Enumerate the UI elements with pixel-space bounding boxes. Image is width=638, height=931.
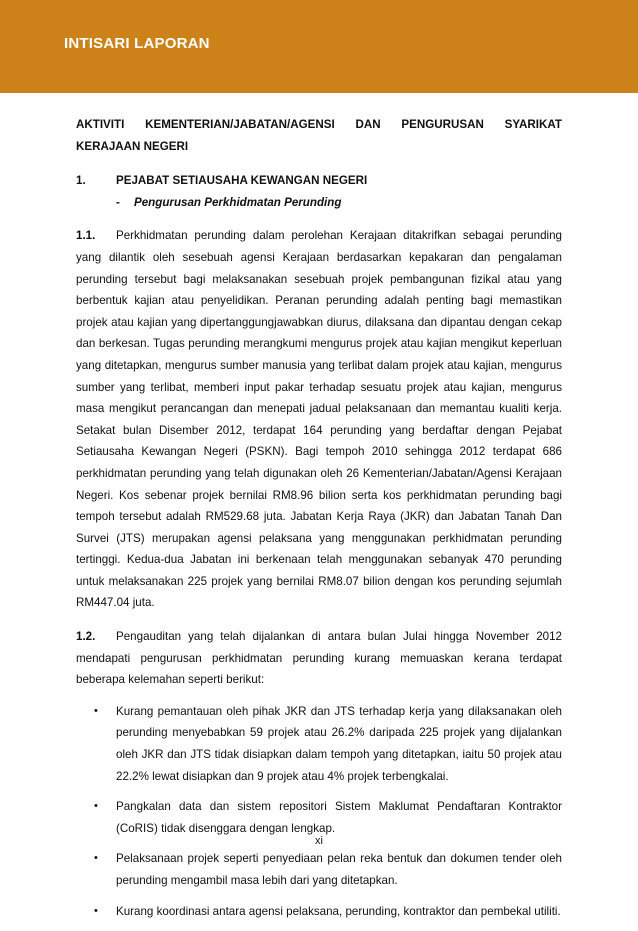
bullet-icon: • bbox=[94, 704, 98, 717]
paragraph-number: 1.2. bbox=[76, 630, 96, 644]
section-subtitle-row bbox=[76, 192, 562, 214]
paragraph-1-2 bbox=[76, 626, 562, 691]
section-number: 1. bbox=[76, 174, 86, 188]
heading-word: DAN bbox=[355, 118, 381, 131]
paragraph-1-1 bbox=[76, 225, 562, 614]
paragraph-text: Perkhidmatan perunding dalam perolehan Kerajaan ditakrifkan sebagai perunding yang dilantik oleh sesebuah agensi Kerajaan berdasarkan kepakaran dan pengalaman perunding tersebut bagi melaksanakan sesebuah projek pembangunan fizikal atau yang berbentuk kajian atau penyelidikan. Peranan perunding adalah penting bagi memastikan projek atau kajian yang dipertanggungjawabkan diurus, dilaksana dan dipantau dengan cekap dan berkesan. Tugas perunding merangkumi mengurus projek atau kajian mengikut keperluan yang ditetapkan, mengurus sumber manusia yang terlibat dalam projek atau kajian, mengurus sumber yang terlibat, memberi input pakar terhadap sesuatu projek atau kajian, mengurus masa mengikut perancangan dan menepati jadual pelaksanaan dan memantau kualiti kerja. Setakat bulan Disember 2012, terdapat 164 perunding yang berdaftar dengan Pejabat Setiausaha Kewangan Negeri (PSKN). Bagi tempoh 2010 sehingga 2012 terdapat 686 perkhidmatan perunding yang telah digunakan oleh 26 Kementerian/Jabatan/Agensi Kerajaan Negeri. Kos sebenar projek bernilai RM8.96 bilion serta kos perkhidmatan perunding bagi tempoh tersebut adalah RM529.68 juta. Jabatan Kerja Raya (JKR) dan Jabatan Tanah Dan Survei (JTS) merupakan agensi pelaksana yang menggunakan perkhidmatan perunding tertinggi. Kedua-dua Jabatan ini berkenaan telah menggunakan sebanyak 470 perunding untuk melaksanakan 225 projek yang bernilai RM8.07 bilion dengan kos perunding sejumlah RM447.04 juta. bbox=[76, 229, 562, 610]
section-subtitle: Pengurusan Perkhidmatan Perunding bbox=[134, 195, 342, 209]
page-number: xi bbox=[315, 835, 323, 847]
subtitle-dash: - bbox=[116, 195, 120, 209]
paragraph-number: 1.1. bbox=[76, 229, 96, 243]
bullet-icon: • bbox=[94, 800, 98, 813]
bullet-icon: • bbox=[94, 852, 98, 865]
list-item-text: Pangkalan data dan sistem repositori Sistem Maklumat Pendaftaran Kontraktor (CoRIS) tidak disenggara dengan lengkap. bbox=[116, 800, 562, 835]
header-banner bbox=[0, 0, 638, 93]
heading-word: SYARIKAT bbox=[504, 118, 562, 131]
section-title: PEJABAT SETIAUSAHA KEWANGAN NEGERI bbox=[116, 174, 368, 188]
list-item-text: Kurang koordinasi antara agensi pelaksana, perunding, kontraktor dan pembekal utiliti. bbox=[116, 904, 561, 918]
heading-word: KEMENTERIAN/JABATAN/AGENSI bbox=[145, 118, 335, 131]
heading-line-1 bbox=[76, 114, 562, 136]
report-heading bbox=[76, 114, 562, 157]
document-body bbox=[76, 114, 562, 931]
heading-word: AKTIVITI bbox=[76, 118, 125, 131]
list-item bbox=[76, 901, 562, 923]
heading-word: PENGURUSAN bbox=[401, 118, 484, 131]
findings-list bbox=[76, 701, 562, 922]
list-item bbox=[76, 796, 562, 839]
heading-line-2: KERAJAAN NEGERI bbox=[76, 139, 189, 153]
list-item-text: Pelaksanaan projek seperti penyediaan pelan reka bentuk dan dokumen tender oleh perunding mengambil masa lebih dari yang ditetapkan. bbox=[116, 852, 562, 887]
banner-title: INTISARI LAPORAN bbox=[64, 35, 210, 52]
list-item bbox=[76, 848, 562, 891]
list-item-text: Kurang pemantauan oleh pihak JKR dan JTS terhadap kerja yang dilaksanakan oleh perunding menyebabkan 59 projek atau 26.2% daripada 225 projek yang dijalankan oleh JKR dan JTS tidak disiapkan dalam tempoh yang ditetapkan, iaitu 50 projek atau 22.2% lewat disiapkan dan 9 projek atau 4% projek terbengkalai. bbox=[116, 704, 562, 783]
paragraph-text: Pengauditan yang telah dijalankan di antara bulan Julai hingga November 2012 mendapati pengurusan perkhidmatan perunding kurang memuaskan kerana terdapat beberapa kelemahan seperti berikut: bbox=[76, 630, 562, 687]
section-heading bbox=[76, 170, 562, 213]
bullet-icon: • bbox=[94, 904, 98, 917]
list-item bbox=[76, 701, 562, 787]
